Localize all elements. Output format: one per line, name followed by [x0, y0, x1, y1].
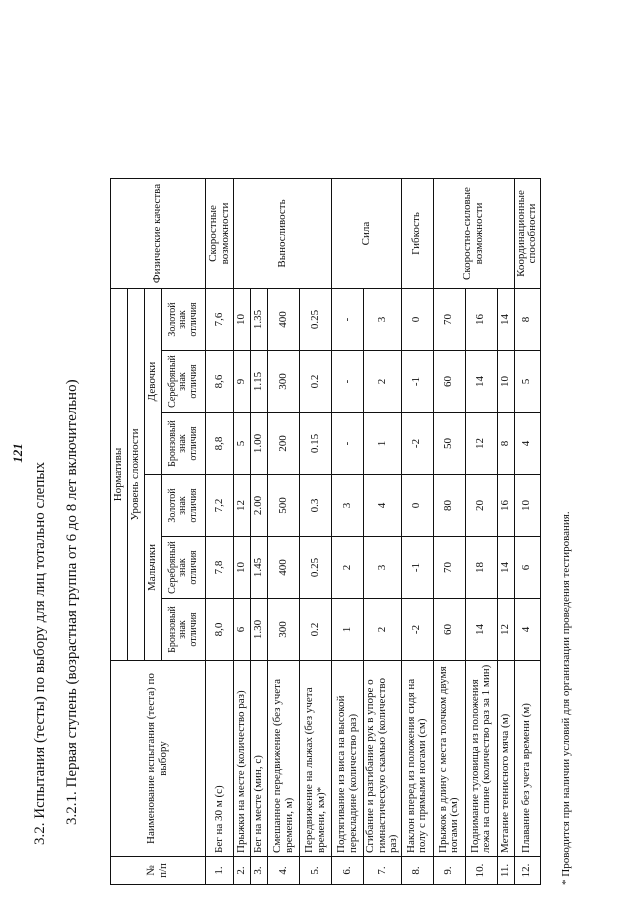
- row-number: 2.: [234, 857, 251, 885]
- boys-gold-value: 7,2: [206, 475, 234, 537]
- boys-silver-value: 70: [433, 537, 465, 599]
- test-name: Бег на месте (мин, с): [251, 661, 268, 857]
- girls-gold-value: 1.35: [251, 289, 268, 351]
- girls-silver-value: 1.15: [251, 351, 268, 413]
- boys-gold-value: 0: [401, 475, 433, 537]
- girls-bronze-value: 12: [465, 413, 497, 475]
- footnote: * Проводится при наличии условий для организации проведения тестирования.: [560, 511, 572, 885]
- header-girls-silver: Серебряный знак отличия: [162, 351, 206, 413]
- physical-quality: Выносливость: [234, 179, 332, 289]
- header-boys-silver: Серебряный знак отличия: [162, 537, 206, 599]
- header-difficulty-level: Уровень сложности: [128, 289, 145, 661]
- header-test-name: Наименование испытания (теста) по выбору: [111, 661, 206, 857]
- test-name: Поднимание туловища из положения лежа на спине (количество раз за 1 мин): [465, 661, 497, 857]
- boys-silver-value: 14: [497, 537, 514, 599]
- girls-silver-value: -1: [401, 351, 433, 413]
- girls-gold-value: 7,6: [206, 289, 234, 351]
- girls-bronze-value: 50: [433, 413, 465, 475]
- boys-bronze-value: 8,0: [206, 599, 234, 661]
- test-name: Подтягивание из виса на высокой перекладине (количество раз): [332, 661, 364, 857]
- physical-quality: Сила: [332, 179, 402, 289]
- girls-gold-value: 400: [268, 289, 300, 351]
- boys-bronze-value: 0.2: [300, 599, 332, 661]
- table-row: [234, 179, 251, 885]
- row-number: 1.: [206, 857, 234, 885]
- header-girls: Девочки: [145, 289, 162, 475]
- table-row: [401, 179, 433, 885]
- girls-gold-value: 0.25: [300, 289, 332, 351]
- physical-quality: Гибкость: [401, 179, 433, 289]
- header-girls-bronze: Бронзовый знак отличия: [162, 413, 206, 475]
- table-body: [206, 179, 541, 885]
- girls-silver-value: -: [332, 351, 364, 413]
- boys-silver-value: 2: [332, 537, 364, 599]
- boys-silver-value: -1: [401, 537, 433, 599]
- test-name: Наклон вперед из положения сидя на полу с прямыми ногами (см): [401, 661, 433, 857]
- girls-gold-value: -: [332, 289, 364, 351]
- boys-silver-value: 6: [514, 537, 540, 599]
- header-physical-qualities: Физические качества: [111, 179, 206, 289]
- boys-bronze-value: 1.30: [251, 599, 268, 661]
- girls-silver-value: 300: [268, 351, 300, 413]
- girls-bronze-value: 5: [234, 413, 251, 475]
- row-number: 6.: [332, 857, 364, 885]
- boys-silver-value: 400: [268, 537, 300, 599]
- girls-silver-value: 9: [234, 351, 251, 413]
- boys-bronze-value: 6: [234, 599, 251, 661]
- row-number: 9.: [433, 857, 465, 885]
- test-name: Сгибание и разгибание рук в упоре о гимнастическую скамью (количество раз): [364, 661, 402, 857]
- girls-silver-value: 10: [497, 351, 514, 413]
- boys-bronze-value: 300: [268, 599, 300, 661]
- page-number: 121: [10, 443, 25, 463]
- test-name: Передвижение на лыжах (без учета времени, км)*: [300, 661, 332, 857]
- boys-silver-value: 18: [465, 537, 497, 599]
- boys-silver-value: 0.25: [300, 537, 332, 599]
- boys-gold-value: 80: [433, 475, 465, 537]
- table-row: [332, 179, 364, 885]
- row-number: 3.: [251, 857, 268, 885]
- boys-silver-value: 1.45: [251, 537, 268, 599]
- girls-gold-value: 14: [497, 289, 514, 351]
- boys-gold-value: 500: [268, 475, 300, 537]
- girls-silver-value: 8,6: [206, 351, 234, 413]
- subsection-heading: 3.2.1. Первая ступень (возрастная группа от 6 до 8 лет включительно): [64, 379, 80, 825]
- test-name: Прыжки на месте (количество раз): [234, 661, 251, 857]
- girls-gold-value: 8: [514, 289, 540, 351]
- girls-bronze-value: 1.00: [251, 413, 268, 475]
- test-name: Плавание без учета времени (м): [514, 661, 540, 857]
- girls-bronze-value: 0.15: [300, 413, 332, 475]
- row-number: 7.: [364, 857, 402, 885]
- girls-gold-value: 0: [401, 289, 433, 351]
- header-norms: Нормативы: [111, 289, 128, 661]
- header-boys-bronze: Бронзовый знак отличия: [162, 599, 206, 661]
- header-girls-gold: Золотой знак отличия: [162, 289, 206, 351]
- boys-bronze-value: 1: [332, 599, 364, 661]
- girls-silver-value: 60: [433, 351, 465, 413]
- girls-silver-value: 14: [465, 351, 497, 413]
- girls-bronze-value: 8: [497, 413, 514, 475]
- test-name: Метание теннисного мяча (м): [497, 661, 514, 857]
- girls-bronze-value: -: [332, 413, 364, 475]
- boys-bronze-value: 14: [465, 599, 497, 661]
- physical-quality: Скоростно-силовые возможности: [433, 179, 514, 289]
- boys-gold-value: 16: [497, 475, 514, 537]
- row-number: 12.: [514, 857, 540, 885]
- girls-bronze-value: 4: [514, 413, 540, 475]
- girls-gold-value: 70: [433, 289, 465, 351]
- boys-gold-value: 20: [465, 475, 497, 537]
- boys-silver-value: 10: [234, 537, 251, 599]
- boys-bronze-value: -2: [401, 599, 433, 661]
- table-row: [514, 179, 540, 885]
- row-number: 10.: [465, 857, 497, 885]
- girls-bronze-value: 1: [364, 413, 402, 475]
- girls-gold-value: 10: [234, 289, 251, 351]
- header-num: № п/п: [111, 857, 206, 885]
- boys-gold-value: 12: [234, 475, 251, 537]
- row-number: 5.: [300, 857, 332, 885]
- norms-table: [110, 178, 541, 885]
- girls-silver-value: 2: [364, 351, 402, 413]
- test-name: Смешанное передвижение (без учета времени, м): [268, 661, 300, 857]
- girls-gold-value: 3: [364, 289, 402, 351]
- physical-quality: Координационные способности: [514, 179, 540, 289]
- boys-bronze-value: 2: [364, 599, 402, 661]
- table-row: [206, 179, 234, 885]
- girls-bronze-value: 8,8: [206, 413, 234, 475]
- boys-bronze-value: 60: [433, 599, 465, 661]
- test-name: Прыжок в длину с места толчком двумя ногами (см): [433, 661, 465, 857]
- header-boys: Мальчики: [145, 475, 162, 661]
- row-number: 8.: [401, 857, 433, 885]
- boys-gold-value: 0.3: [300, 475, 332, 537]
- girls-silver-value: 0.2: [300, 351, 332, 413]
- boys-gold-value: 2.00: [251, 475, 268, 537]
- girls-silver-value: 5: [514, 351, 540, 413]
- section-heading: 3.2. Испытания (тесты) по выбору для лиц тотально слепых: [32, 462, 48, 845]
- girls-bronze-value: 200: [268, 413, 300, 475]
- girls-gold-value: 16: [465, 289, 497, 351]
- header-boys-gold: Золотой знак отличия: [162, 475, 206, 537]
- table-row: [433, 179, 465, 885]
- boys-bronze-value: 4: [514, 599, 540, 661]
- physical-quality: Скоростные возможности: [206, 179, 234, 289]
- row-number: 11.: [497, 857, 514, 885]
- boys-gold-value: 4: [364, 475, 402, 537]
- girls-bronze-value: -2: [401, 413, 433, 475]
- row-number: 4.: [268, 857, 300, 885]
- boys-bronze-value: 12: [497, 599, 514, 661]
- boys-silver-value: 7,8: [206, 537, 234, 599]
- boys-gold-value: 10: [514, 475, 540, 537]
- boys-silver-value: 3: [364, 537, 402, 599]
- norms-table-wrapper: [110, 178, 541, 885]
- boys-gold-value: 3: [332, 475, 364, 537]
- test-name: Бег на 30 м (с): [206, 661, 234, 857]
